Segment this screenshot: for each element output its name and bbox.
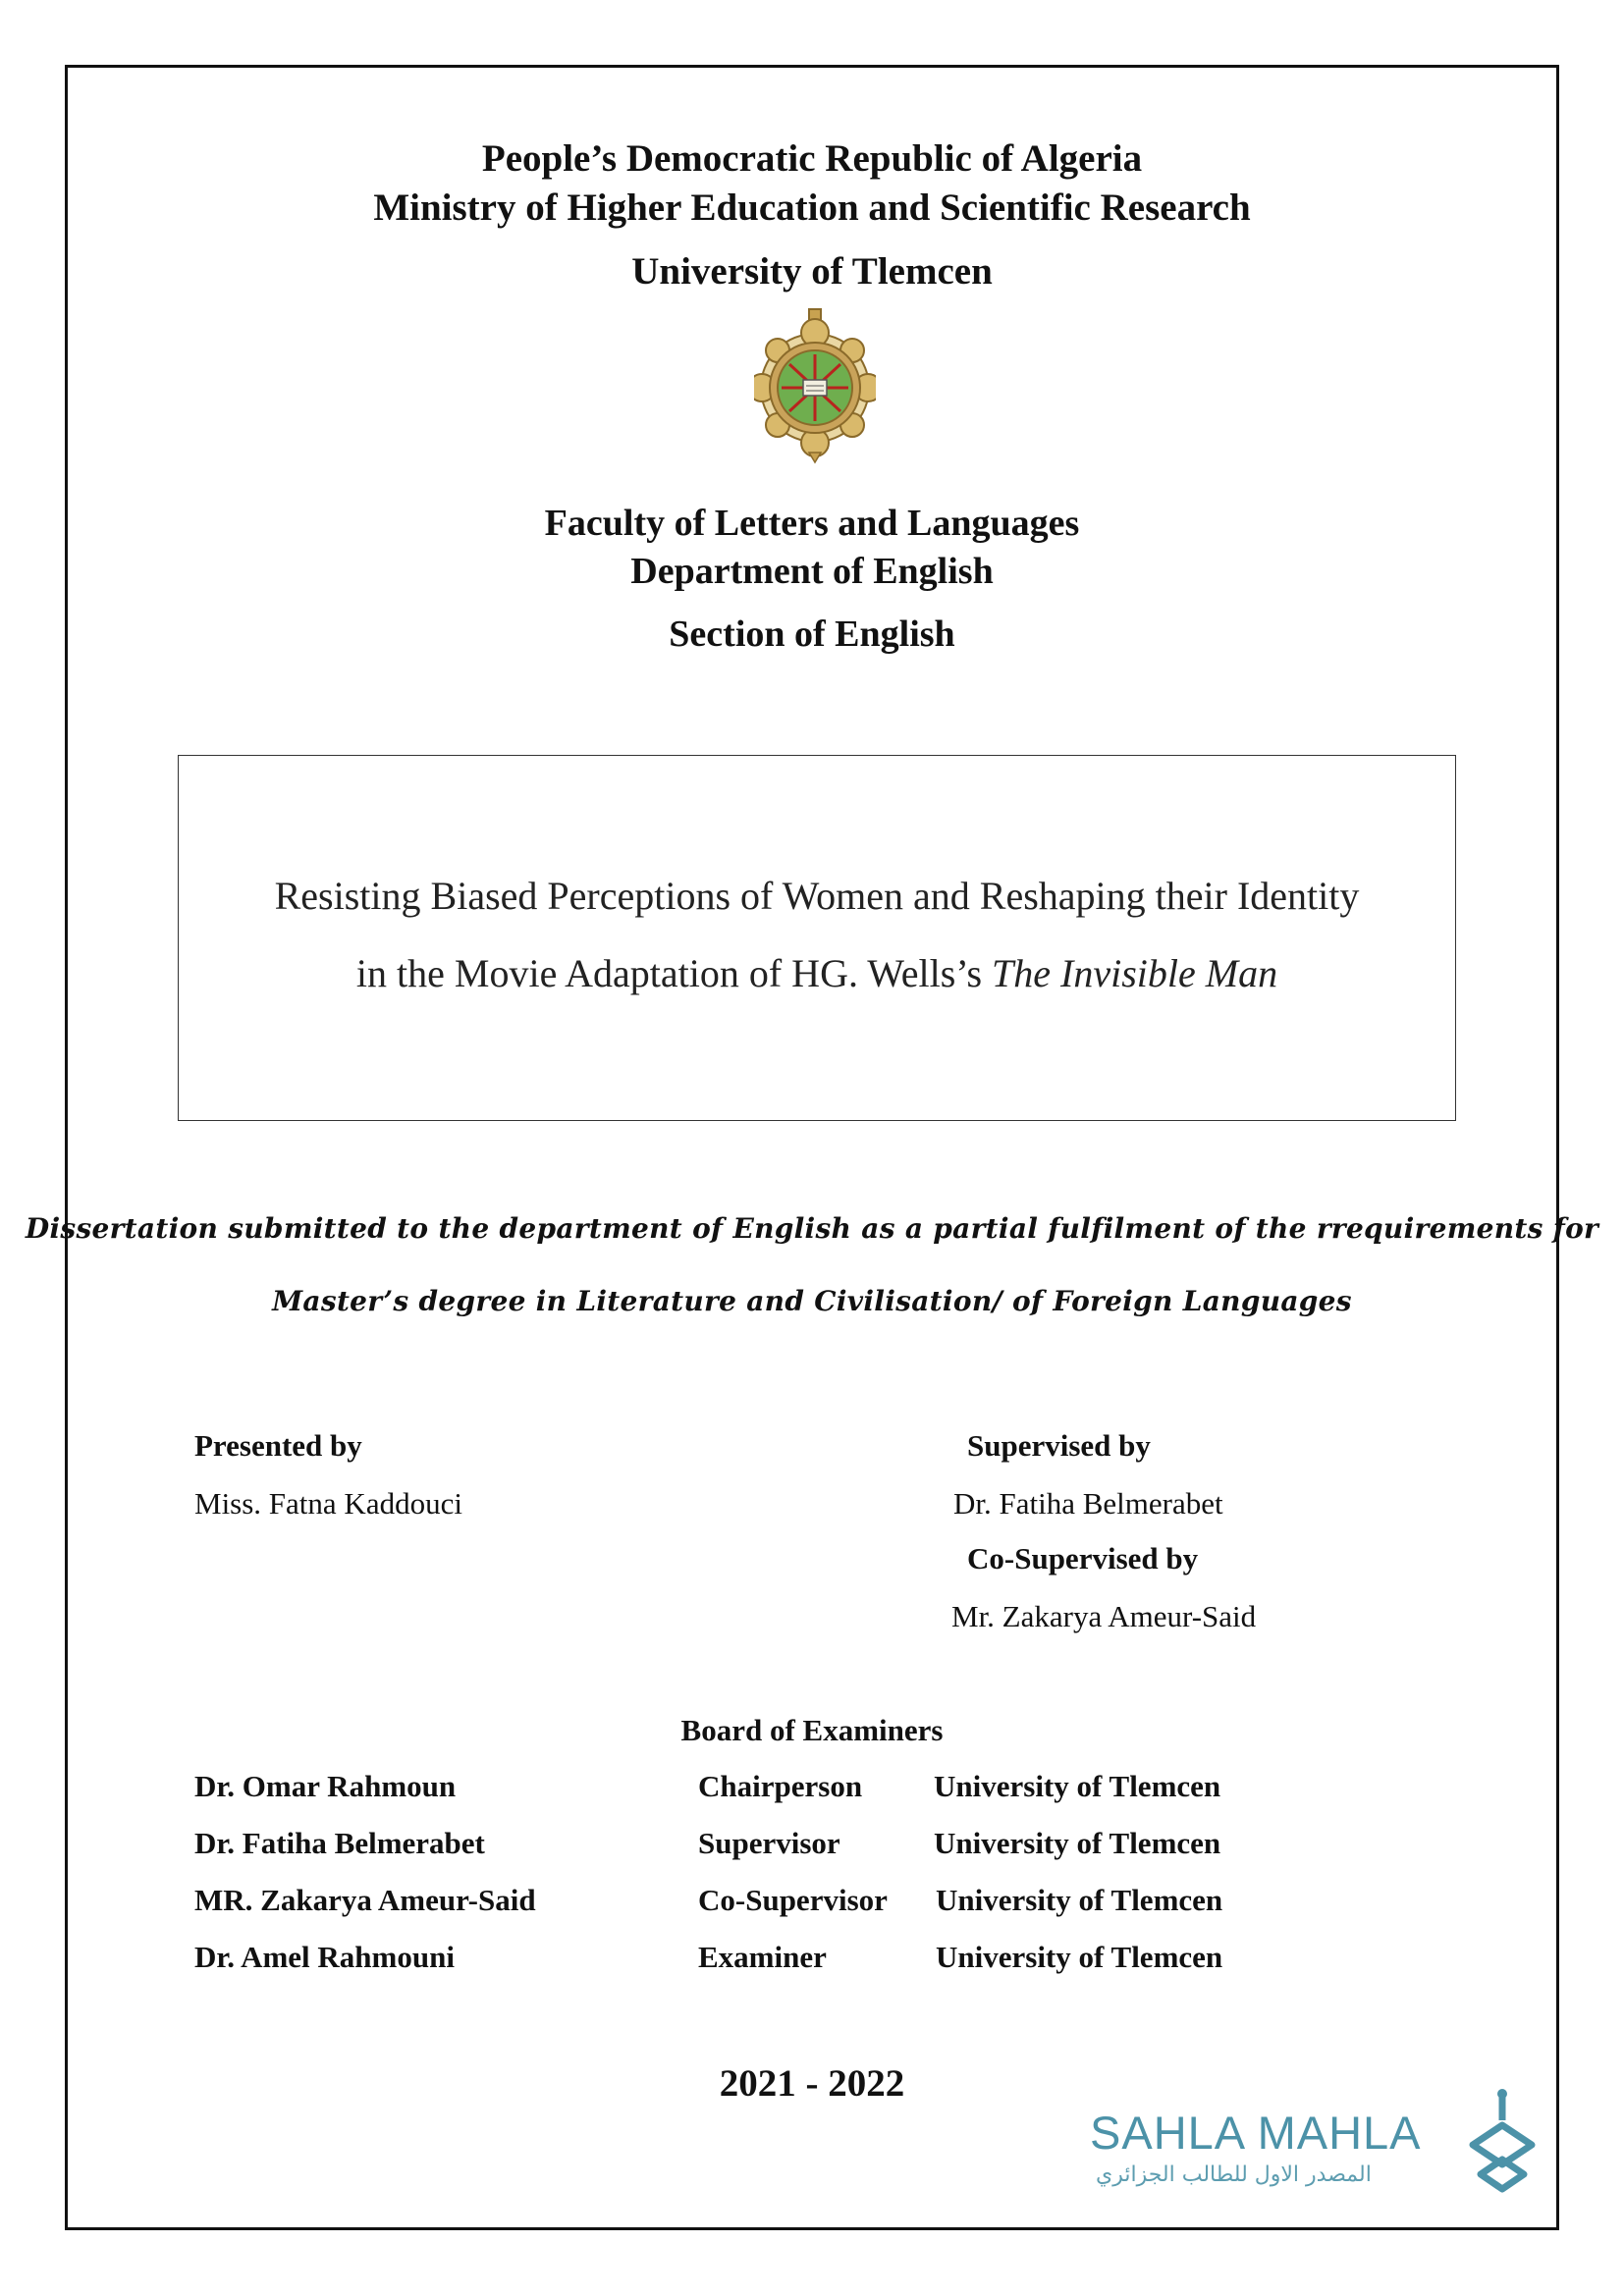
sahla-mahla-watermark [1090,2106,1483,2204]
board-member-role: Co-Supervisor [698,1883,888,1917]
title-line-2 [179,946,1455,1001]
co-supervisor-name: Mr. Zakarya Ameur-Said [951,1599,1257,1633]
board-member-role: Supervisor [698,1826,840,1860]
book-title: The Invisible Man [992,951,1278,995]
board-member-institution: University of Tlemcen [936,1940,1223,1974]
board-member-role: Chairperson [698,1769,863,1803]
title-line-2-text: in the Movie Adaptation of HG. Wells’s [355,951,993,995]
board-title: Board of Examiners [680,1713,944,1747]
ministry-heading: Ministry of Higher Education and Scientific Research [373,187,1251,229]
board-member-institution: University of Tlemcen [936,1883,1223,1917]
department-heading: Department of English [630,551,994,592]
watermark-tagline: المصدر الاول للطالب الجزائري [1096,2163,1372,2187]
board-member-role: Examiner [698,1940,827,1974]
university-emblem-icon [754,307,876,464]
watermark-name: SAHLA MAHLA [1090,2107,1422,2159]
board-member-institution: University of Tlemcen [934,1769,1221,1803]
academic-year: 2021 - 2022 [719,2062,905,2105]
co-supervised-by-label: Co-Supervised by [967,1541,1199,1575]
watermark-logo-icon [1463,2086,1542,2204]
section-heading: Section of English [669,614,955,655]
faculty-heading: Faculty of Letters and Languages [544,503,1080,544]
dissertation-line-2: Master’s degree in Literature and Civilisation/ of Foreign Languages [272,1285,1352,1317]
presented-by-label: Presented by [194,1428,362,1463]
board-member-name: MR. Zakarya Ameur-Said [194,1883,536,1917]
supervisor-name: Dr. Fatiha Belmerabet [953,1486,1223,1521]
dissertation-line-1: Dissertation submitted to the department of English as a partial fulfilment of the rrequirements for [25,1212,1599,1245]
board-member-name: Dr. Omar Rahmoun [194,1769,457,1803]
board-member-name: Dr. Fatiha Belmerabet [194,1826,485,1860]
student-name: Miss. Fatna Kaddouci [194,1486,462,1521]
board-member-name: Dr. Amel Rahmouni [194,1940,455,1974]
university-heading: University of Tlemcen [631,250,993,293]
title-line-1: Resisting Biased Perceptions of Women and Reshaping their Identity [274,874,1360,918]
board-member-institution: University of Tlemcen [934,1826,1221,1860]
title-box [178,755,1456,1121]
supervised-by-label: Supervised by [967,1428,1151,1463]
country-heading: People’s Democratic Republic of Algeria [481,137,1143,180]
